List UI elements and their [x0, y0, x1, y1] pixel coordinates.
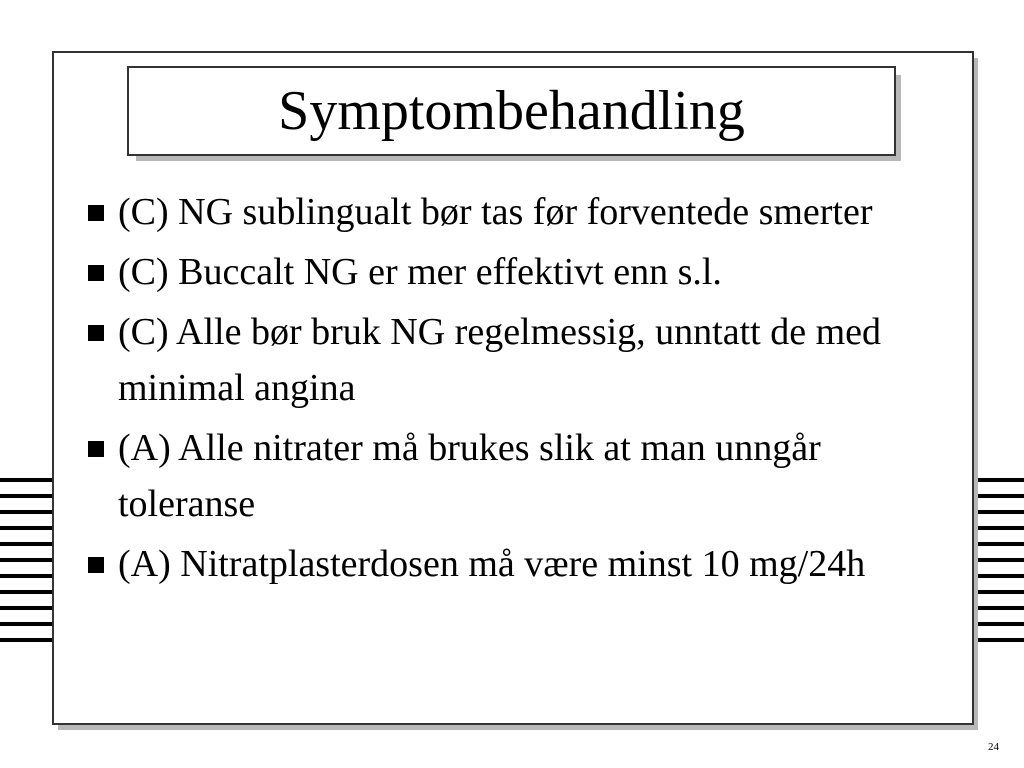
bullet-item	[84, 184, 954, 240]
bullet-text: (C) Buccalt NG er mer effektivt enn s.l.	[118, 251, 722, 293]
slide-title: Symptombehandling	[278, 80, 745, 142]
left-stripes-decoration	[0, 478, 58, 654]
right-stripes-decoration	[975, 478, 1024, 654]
bullet-square-icon	[88, 265, 104, 281]
bullet-square-icon	[88, 325, 104, 341]
bullet-item	[84, 420, 954, 532]
bullet-item	[84, 244, 954, 300]
bullet-text: (C) NG sublingualt bør tas før forventede smerter	[118, 191, 873, 233]
bullet-item	[84, 304, 954, 416]
bullet-text: (A) Nitratplasterdosen må være minst 10 mg/24h	[118, 543, 866, 585]
bullet-square-icon	[88, 557, 104, 573]
title-box	[127, 66, 896, 156]
bullet-text: (A) Alle nitrater må brukes slik at man unngår toleranse	[118, 427, 821, 525]
bullet-square-icon	[88, 205, 104, 221]
bullet-square-icon	[88, 441, 104, 457]
bullet-item	[84, 536, 954, 592]
page-number: 24	[988, 741, 999, 753]
bullet-list	[84, 184, 954, 596]
bullet-text: (C) Alle bør bruk NG regelmessig, unntatt de med minimal angina	[118, 311, 882, 409]
